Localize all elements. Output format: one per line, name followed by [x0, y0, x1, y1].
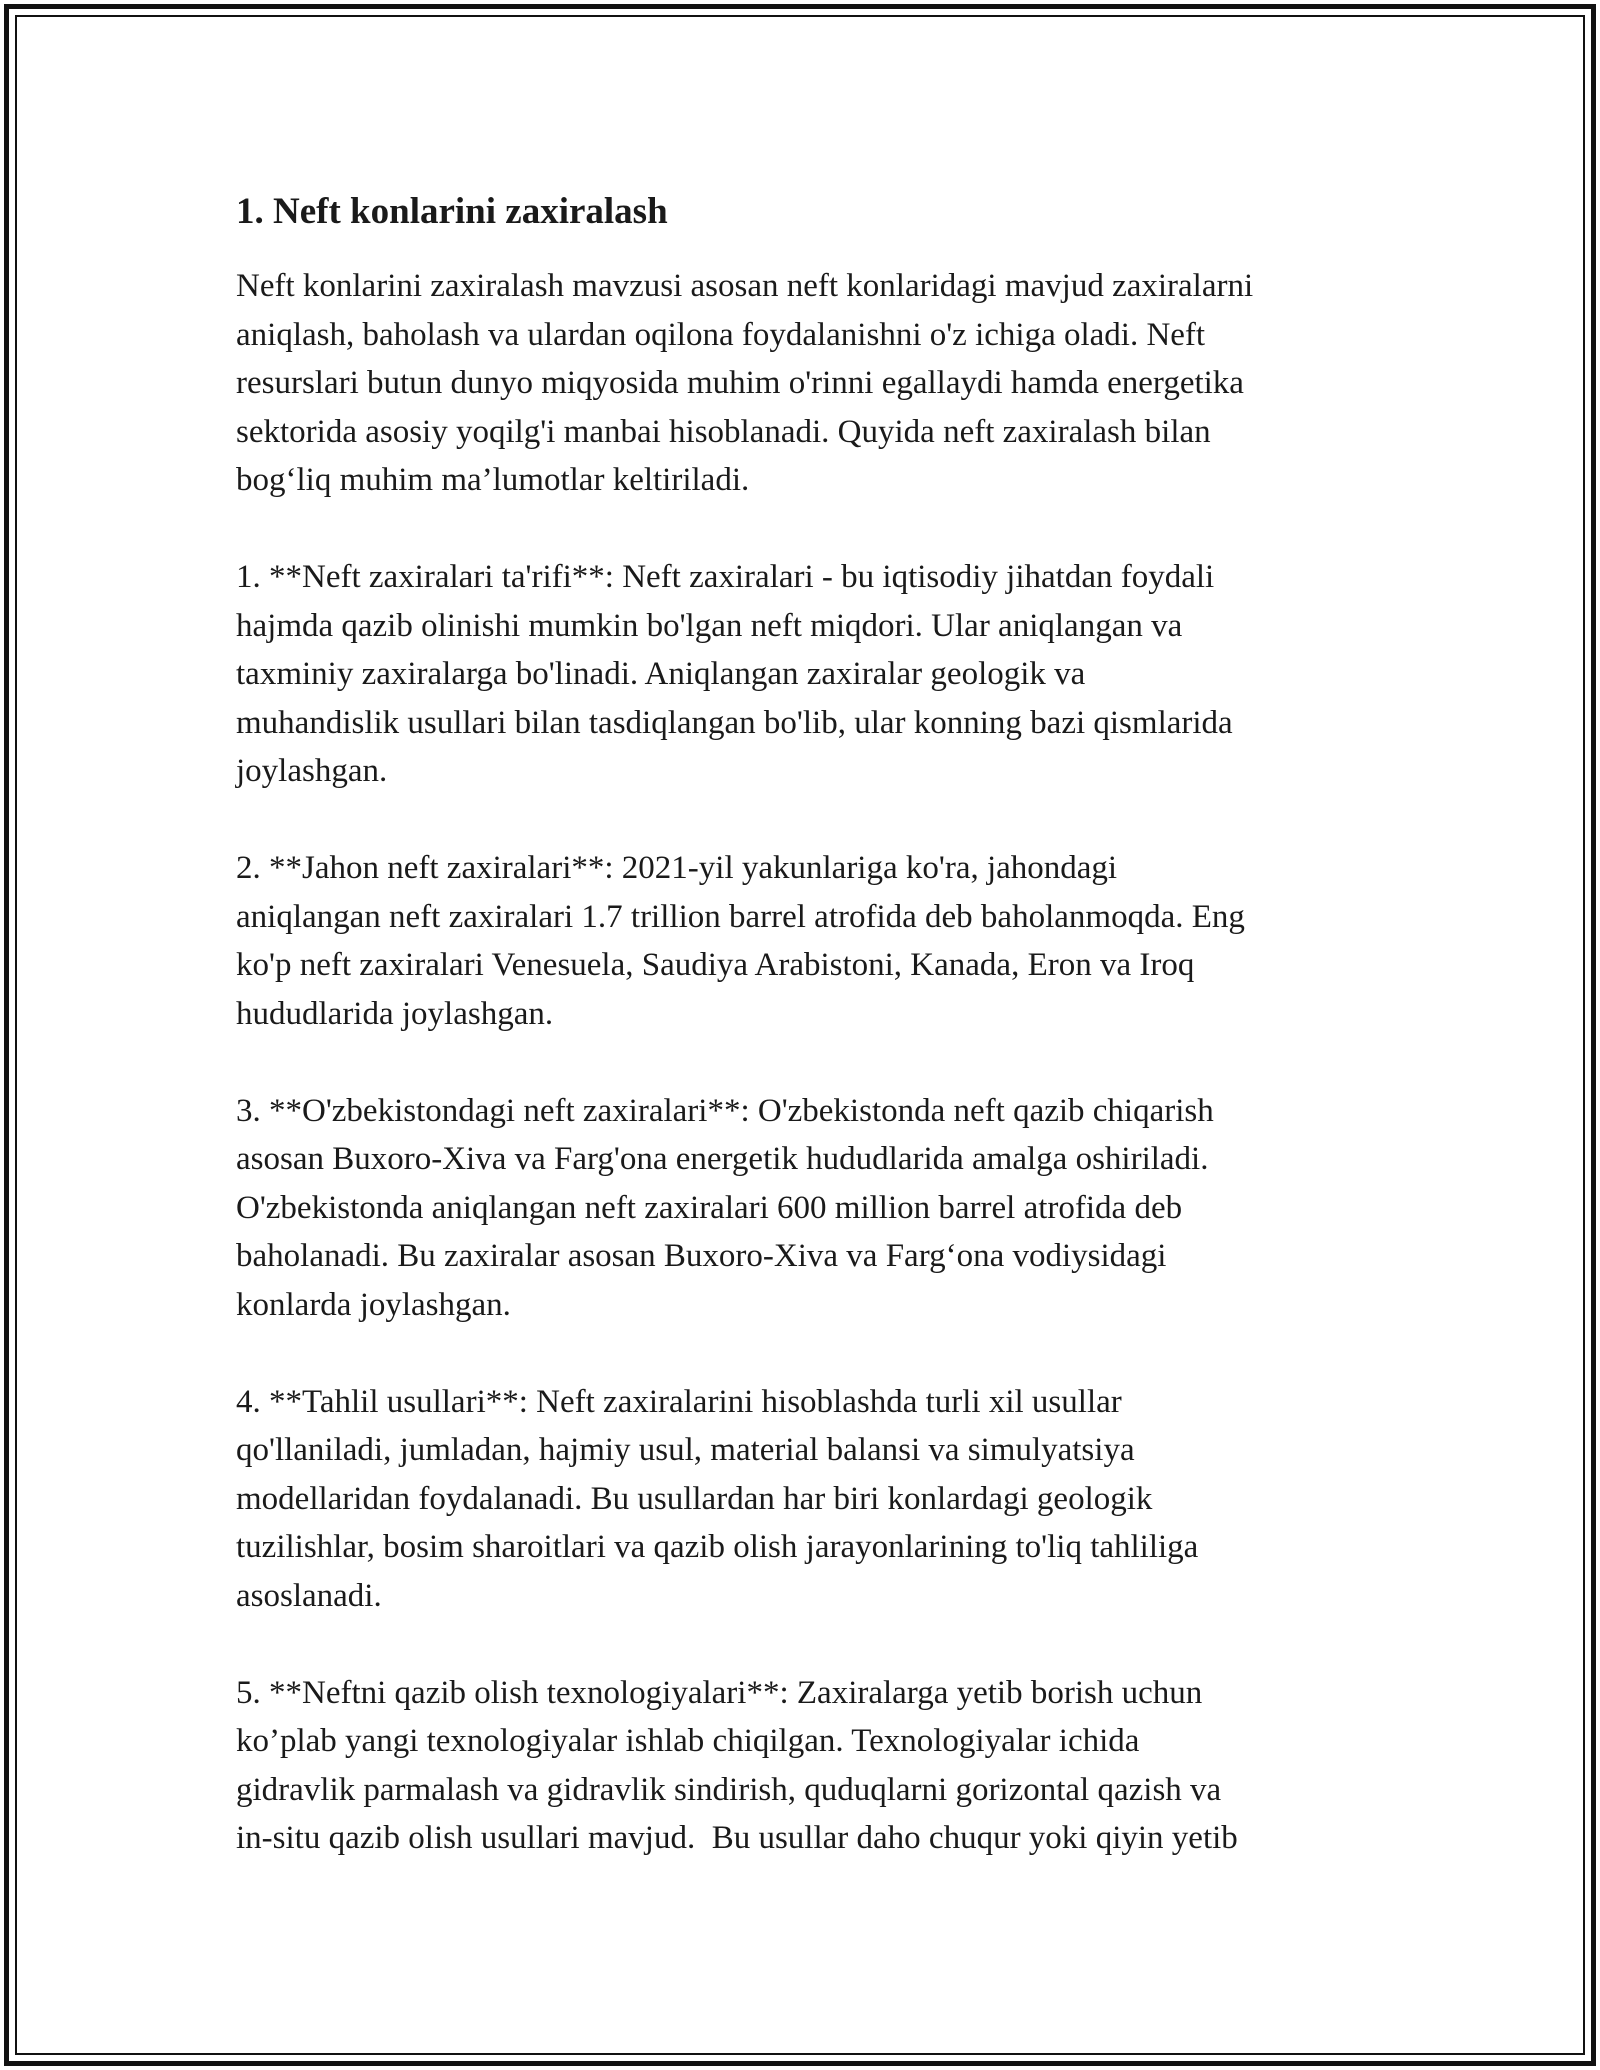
text-line: 2. **Jahon neft zaxiralari**: 2021-yil yakunlariga ko'ra, jahondagi	[236, 850, 1118, 886]
item-5-paragraph	[236, 1669, 1386, 1863]
text-line: modellaridan foydalanadi. Bu usullardan har biri konlardagi geologik	[236, 1480, 1153, 1517]
text-line: joylashgan.	[236, 753, 388, 789]
item-2-paragraph	[236, 844, 1386, 1038]
text-line: in-situ qazib olish usullari mavjud. Bu usullar daho chuqur yoki qiyin yetib	[236, 1820, 1238, 1856]
text-line: baholanadi. Bu zaxiralar asosan Buxoro-Xiva va Farg‘ona vodiysidagi	[236, 1238, 1167, 1274]
text-line: gidravlik parmalash va gidravlik sindirish, quduqlarni gorizontal qazish va	[236, 1771, 1222, 1808]
text-line: asosan Buxoro-Xiva va Farg'ona energetik hududlarida amalga oshiriladi.	[236, 1141, 1209, 1177]
text-line: tuzilishlar, bosim sharoitlari va qazib olish jarayonlarining to'liq tahliliga	[236, 1529, 1199, 1565]
section-heading: 1. Neft konlarini zaxiralash	[236, 191, 668, 232]
text-line: 5. **Neftni qazib olish texnologiyalari**: Zaxiralarga yetib borish uchun	[236, 1674, 1203, 1711]
text-line: hajmda qazib olinishi mumkin bo'lgan neft miqdori. Ular aniqlangan va	[236, 607, 1183, 644]
text-line: konlarda joylashgan.	[236, 1286, 511, 1323]
intro-paragraph	[236, 262, 1386, 505]
text-line: sektorida asosiy yoqilg'i manbai hisoblanadi. Quyida neft zaxiralash bilan	[236, 413, 1211, 450]
text-line: 4. **Tahlil usullari**: Neft zaxiralarini hisoblashda turli xil usullar	[236, 1383, 1122, 1420]
text-line: Neft konlarini zaxiralash mavzusi asosan neft konlaridagi mavjud zaxiralarni	[236, 268, 1254, 304]
text-line: 3. **O'zbekistondagi neft zaxiralari**: O'zbekistonda neft qazib chiqarish	[236, 1092, 1214, 1129]
item-4-paragraph	[236, 1378, 1386, 1621]
item-1-paragraph	[236, 553, 1386, 796]
text-line: ko’plab yangi texnologiyalar ishlab chiqilgan. Texnologiyalar ichida	[236, 1723, 1140, 1759]
text-line: 1. **Neft zaxiralari ta'rifi**: Neft zaxiralari - bu iqtisodiy jihatdan foydali	[236, 559, 1215, 595]
text-line: ko'p neft zaxiralari Venesuela, Saudiya Arabistoni, Kanada, Eron va Iroq	[236, 947, 1195, 983]
document-body	[236, 188, 1386, 1911]
text-line: taxminiy zaxiralarga bo'linadi. Aniqlangan zaxiralar geologik va	[236, 656, 1086, 692]
text-line: muhandislik usullari bilan tasdiqlangan bo'lib, ular konning bazi qismlarida	[236, 704, 1233, 741]
text-line: asoslanadi.	[236, 1577, 382, 1614]
text-line: qo'llaniladi, jumladan, hajmiy usul, material balansi va simulyatsiya	[236, 1432, 1135, 1468]
text-line: bog‘liq muhim ma’lumotlar keltiriladi.	[236, 462, 750, 498]
text-line: aniqlangan neft zaxiralari 1.7 trillion barrel atrofida deb baholanmoqda. Eng	[236, 898, 1245, 935]
item-3-paragraph	[236, 1087, 1386, 1330]
text-line: aniqlash, baholash va ulardan oqilona foydalanishni o'z ichiga oladi. Neft	[236, 316, 1206, 353]
text-line: resurslari butun dunyo miqyosida muhim o'rinni egallaydi hamda energetika	[236, 365, 1244, 401]
text-line: O'zbekistonda aniqlangan neft zaxiralari 600 million barrel atrofida deb	[236, 1189, 1183, 1226]
text-line: hududlarida joylashgan.	[236, 995, 554, 1032]
